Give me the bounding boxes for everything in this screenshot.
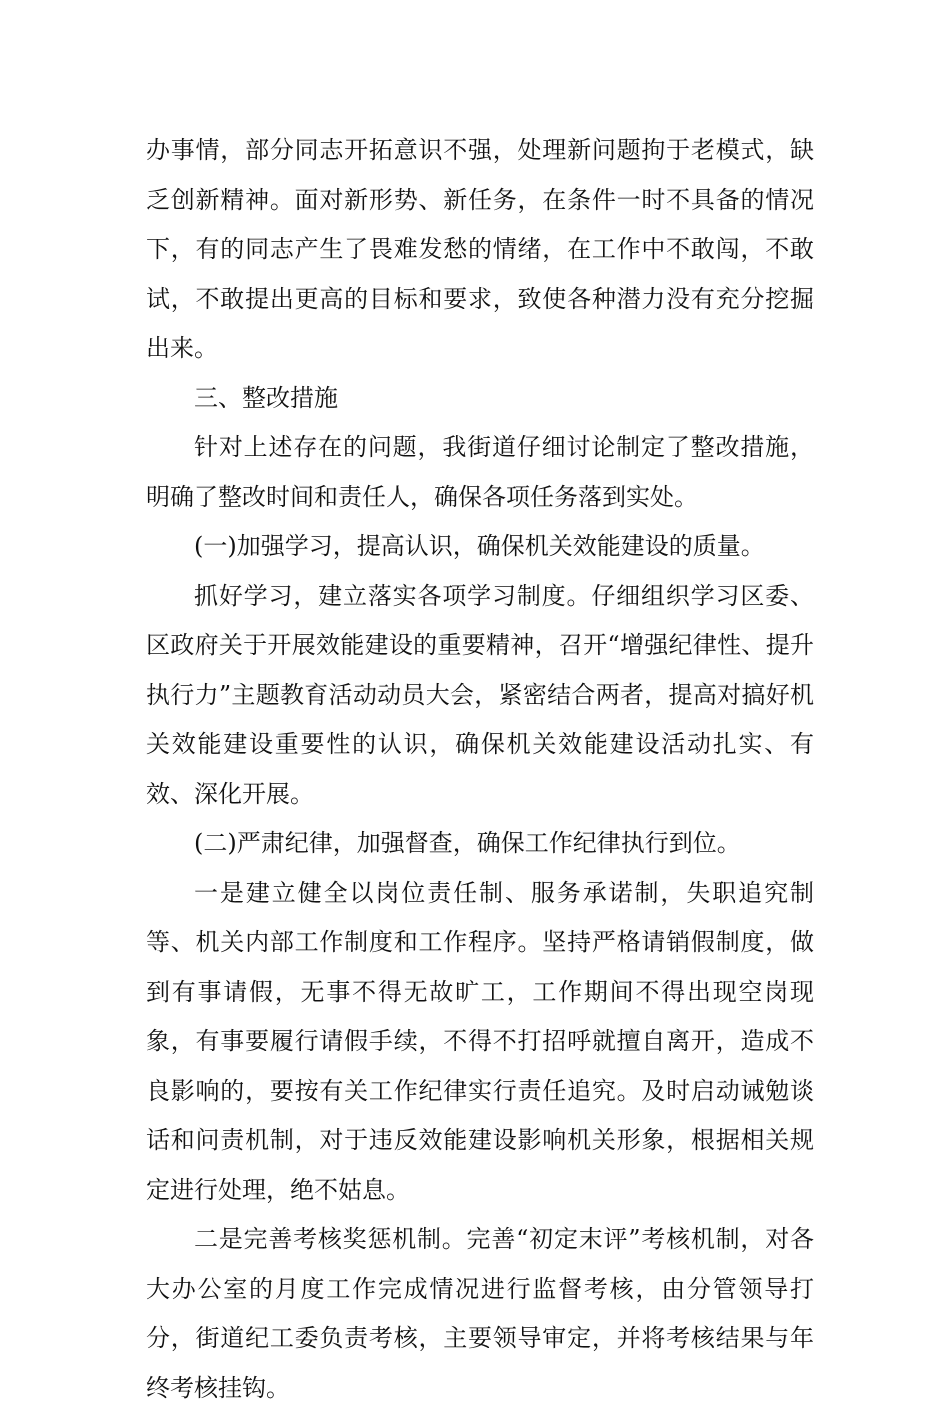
paragraph-assessment-mechanism: 二是完善考核奖惩机制。完善“初定末评”考核机制，对各大办公室的月度工作完成情况进行监督考核，由分管领导打分，街道纪工委负责考核，主要领导审定，并将考核结果与年终考核挂钩。 bbox=[146, 1225, 814, 1402]
section-heading-rectification: 三、整改措施 bbox=[194, 383, 338, 412]
paragraph-responsibility-system: 一是建立健全以岗位责任制、服务承诺制，失职追究制等、机关内部工作制度和工作程序。坚持严格请销假制度，做到有事请假，无事不得无故旷工，工作期间不得出现空岗现象，有事要履行请假手续，不得不打招呼就擅自离开，造成不良影响的，要按有关工作纪律实行责任追究。及时启动诫勉谈话和问责机制，对于违反效能建设影响机关形象，根据相关规定进行处理，绝不姑息。 bbox=[146, 878, 814, 1204]
subheading-discipline: (二)严肃纪律，加强督查，确保工作纪律执行到位。 bbox=[194, 829, 741, 857]
document-body bbox=[146, 126, 814, 1413]
paragraph-continuation: 办事情，部分同志开拓意识不强，处理新问题拘于老模式，缺乏创新精神。面对新形势、新任务，在条件一时不具备的情况下，有的同志产生了畏难发愁的情绪，在工作中不敢闯，不敢试，不敢提出更高的目标和要求，致使各种潜力没有充分挖掘出来。 bbox=[146, 136, 814, 362]
paragraph-study: 抓好学习，建立落实各项学习制度。仔细组织学习区委、区政府关于开展效能建设的重要精神，召开“增强纪律性、提升执行力”主题教育活动动员大会，紧密结合两者，提高对搞好机关效能建设重要性的认识，确保机关效能建设活动扎实、有效、深化开展。 bbox=[146, 581, 814, 808]
paragraph-intro: 针对上述存在的问题，我街道仔细讨论制定了整改措施，明确了整改时间和责任人，确保各项任务落到实处。 bbox=[146, 433, 814, 511]
subheading-study: (一)加强学习，提高认识，确保机关效能建设的质量。 bbox=[194, 532, 765, 560]
